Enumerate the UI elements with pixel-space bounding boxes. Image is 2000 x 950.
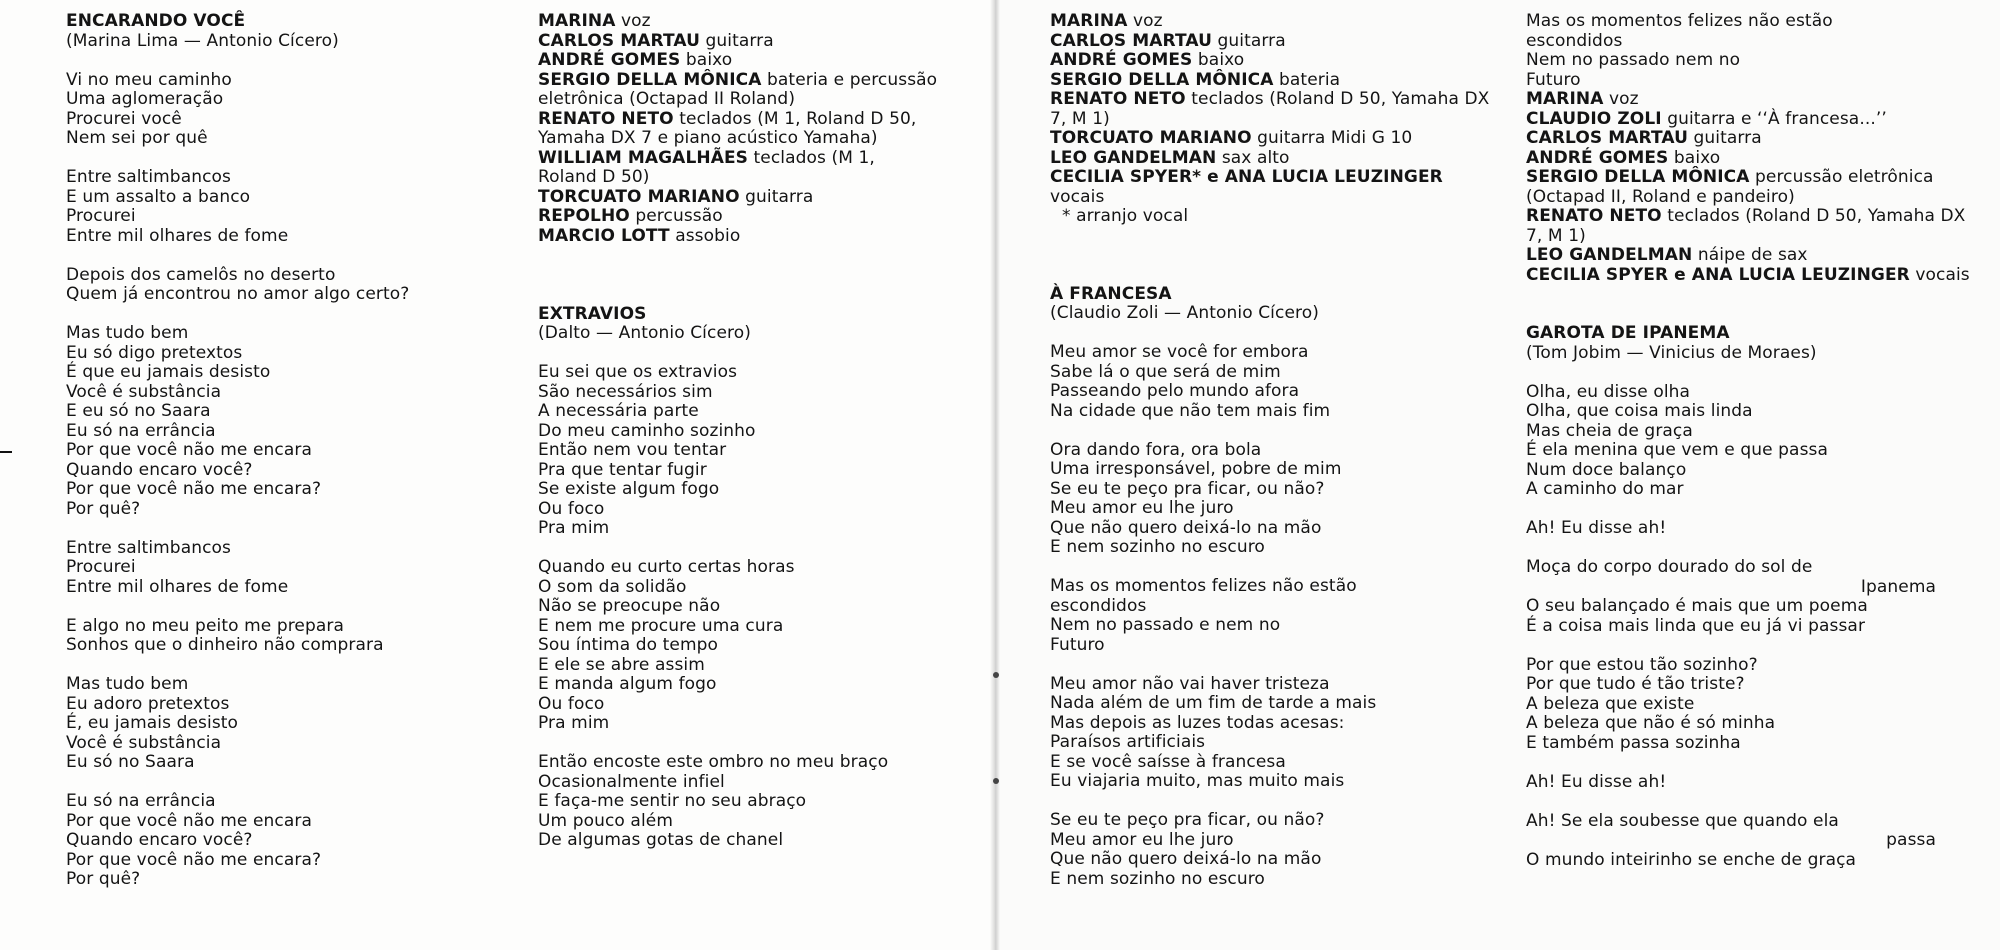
credit-name: LEO GANDELMAN — [1050, 147, 1217, 168]
lyric-line: E algo no meu peito me prepara — [66, 615, 345, 636]
lyric-line: Nem sei por quê — [66, 128, 208, 148]
lyric-line: Olha, que coisa mais linda — [1526, 401, 1753, 421]
lyric-line: Eu só na errância — [66, 420, 216, 441]
lyric-line: Meu amor eu lhe juro — [1050, 829, 1234, 850]
lyric-line: Você é substância — [66, 381, 222, 402]
lyric-line: escondidos — [1526, 30, 1623, 51]
credit-role: guitarra — [1687, 128, 1762, 148]
lyric-line: Quem já encontrou no amor algo certo? — [66, 284, 410, 304]
lyric-line: Futuro — [1050, 634, 1105, 655]
credit-entry — [1526, 90, 1986, 110]
lyric-line: Uma irresponsável, pobre de mim — [1050, 459, 1342, 479]
lyric-line: Do meu caminho sozinho — [538, 420, 756, 441]
lyric-line: Mas depois as luzes todas acesas: — [1050, 712, 1345, 733]
lyric-line: Pra mim — [538, 713, 610, 733]
lyric-line: Passeando pelo mundo afora — [1050, 381, 1300, 401]
credit-entry — [538, 188, 938, 208]
song-authors: (Dalto — Antonio Cícero) — [538, 323, 751, 343]
stanza — [66, 324, 486, 519]
lyric-line: Por que você não me encara — [66, 810, 312, 831]
credit-entry — [538, 51, 938, 71]
gutter-dot — [993, 672, 999, 678]
credit-entry — [1050, 71, 1490, 91]
credit-name: MARINA — [538, 11, 616, 31]
lyric-line: Por quê? — [66, 498, 141, 519]
lyric-line: Não se preocupe não — [538, 596, 721, 616]
credit-entry — [1526, 110, 1986, 130]
footnote: * arranjo vocal — [1062, 206, 1189, 226]
stanza — [1526, 773, 1986, 793]
lyric-line: Um pouco além — [538, 810, 673, 831]
lyric-line: Que não quero deixá-lo na mão — [1050, 849, 1322, 869]
credit-role: baixo — [1668, 147, 1721, 168]
credit-role: guitarra — [1211, 30, 1286, 51]
stanza — [1050, 577, 1490, 655]
lyric-line: Entre mil olhares de fome — [66, 576, 289, 597]
stanza — [1526, 519, 1986, 539]
lyric-line: Mas os momentos felizes não estão — [1526, 11, 1833, 31]
page-gutter — [990, 0, 1000, 950]
lyric-line: É que eu jamais desisto — [66, 362, 271, 382]
gutter-dot — [993, 778, 999, 784]
lyric-line: Eu só digo pretextos — [66, 342, 243, 363]
credits-list — [538, 12, 938, 246]
lyric-line: Que não quero deixá-lo na mão — [1050, 517, 1322, 538]
stanza — [66, 675, 486, 773]
lyric-line: Pra que tentar fugir — [538, 459, 707, 480]
lyric-line: E faça-me sentir no seu abraço — [538, 791, 807, 811]
lyric-line: Se eu te peço pra ficar, ou não? — [1050, 810, 1325, 830]
lyric-line: O seu balançado é mais que um poema — [1526, 596, 1868, 616]
credit-role: guitarra — [739, 186, 814, 207]
credit-name: SERGIO DELLA MÔNICA — [1526, 167, 1750, 187]
stanza — [538, 558, 938, 734]
lyric-line: Por que você não me encara? — [66, 479, 322, 499]
lyric-line: É ela menina que vem e que passa — [1526, 440, 1829, 460]
credit-entry — [538, 32, 938, 52]
lyric-line: Procurei você — [66, 108, 182, 129]
lyric-line: E eu só no Saara — [66, 401, 211, 421]
lyric-line: Ah! Eu disse ah! — [1526, 518, 1667, 538]
lyric-line: Então encoste este ombro no meu braço — [538, 752, 889, 772]
lyric-line: Olha, eu disse olha — [1526, 381, 1691, 402]
credit-role: teclados (Roland D 50, Yamaha DX 7, M 1) — [1050, 89, 1490, 129]
credit-role: bateria e percussão eletrônica (Octapad II Roland) — [538, 69, 938, 109]
lyric-line: Ocasionalmente infiel — [538, 771, 725, 792]
lyric-line: É, eu jamais desisto — [66, 713, 239, 733]
lyric-line: Eu viajaria muito, mas muito mais — [1050, 771, 1345, 791]
song-title: GAROTA DE IPANEMA — [1526, 323, 1730, 343]
lyric-line: E ele se abre assim — [538, 654, 705, 675]
lyric-line: E também passa sozinha — [1526, 732, 1741, 753]
lyric-line: Mas cheia de graça — [1526, 420, 1693, 441]
stanza — [66, 617, 486, 656]
credit-role: voz — [615, 11, 651, 31]
credit-name: MARINA — [1050, 11, 1128, 31]
lyric-line: Por que estou tão sozinho? — [1526, 654, 1758, 675]
credit-role: percussão eletrônica (Octapad II, Roland e pandeiro) — [1526, 167, 1934, 207]
credits-list — [1050, 12, 1490, 207]
lyric-line: Moça do corpo dourado do sol de — [1526, 557, 1813, 577]
credit-name: CECILIA SPYER e ANA LUCIA LEUZINGER — [1526, 264, 1910, 285]
lyric-line: Quando encaro você? — [66, 459, 253, 480]
lyrics-body — [1526, 383, 1986, 871]
credit-name: RENATO NETO — [538, 108, 674, 129]
lyric-line: Meu amor eu lhe juro — [1050, 498, 1234, 518]
credit-entry — [1050, 12, 1490, 32]
credit-entry — [1050, 32, 1490, 52]
credit-entry — [538, 110, 938, 149]
lyric-line: Mas os momentos felizes não estão — [1050, 576, 1357, 596]
lyric-line: Você é substância — [66, 732, 222, 753]
lyric-line: Na cidade que não tem mais fim — [1050, 400, 1331, 421]
left-page — [0, 0, 996, 950]
lyric-line: Então nem vou tentar — [538, 440, 727, 460]
lyric-line: Mas tudo bem — [66, 323, 189, 343]
credit-entry — [1050, 168, 1490, 207]
song-authors: (Tom Jobim — Vinicius de Moraes) — [1526, 342, 1817, 363]
lyric-line: E nem sozinho no escuro — [1050, 868, 1265, 889]
lyric-line: E nem sozinho no escuro — [1050, 537, 1265, 557]
credit-name: RENATO NETO — [1050, 89, 1186, 109]
credit-name: REPOLHO — [538, 206, 630, 226]
credit-name: MARINA — [1526, 89, 1604, 109]
credits-list — [1526, 90, 1986, 285]
song-title: ENCARANDO VOCÊ — [66, 11, 246, 31]
lyric-line: Sou íntima do tempo — [538, 635, 719, 655]
stanza — [66, 168, 486, 246]
credit-name: RENATO NETO — [1526, 206, 1662, 226]
lyric-line: Ah! Se ela soubesse que quando ela — [1526, 810, 1839, 831]
credit-role: guitarra Midi G 10 — [1251, 128, 1413, 148]
lyric-line: A beleza que existe — [1526, 693, 1695, 714]
lyric-line: Sonhos que o dinheiro não comprara — [66, 635, 384, 655]
stanza — [1050, 441, 1490, 558]
stanza — [1526, 383, 1986, 500]
lyric-line: Num doce balanço — [1526, 459, 1687, 480]
lyric-line: A caminho do mar — [1526, 479, 1684, 499]
lyric-line: O som da solidão — [538, 576, 687, 597]
lyrics-column-garota-de-ipanema — [1526, 12, 1986, 890]
lyric-line: Ah! Eu disse ah! — [1526, 771, 1667, 792]
lyric-line: Eu sei que os extravios — [538, 362, 738, 382]
credit-entry — [538, 12, 938, 32]
credit-entry — [1526, 168, 1986, 207]
stanza — [1050, 675, 1490, 792]
lyric-line: Entre mil olhares de fome — [66, 225, 289, 246]
credit-name: CLAUDIO ZOLI — [1526, 108, 1662, 129]
stanza — [66, 71, 486, 149]
credit-name: ANDRÉ GOMES — [538, 50, 681, 70]
credit-role: guitarra e ‘‘À francesa...’’ — [1661, 108, 1887, 129]
lyric-line: Ipanema — [1860, 576, 1936, 597]
lyrics-body — [66, 71, 486, 890]
stanza — [1050, 343, 1490, 421]
intro-lines — [1526, 12, 1986, 90]
lyric-line: E nem me procure uma cura — [538, 615, 784, 636]
credit-entry — [1526, 207, 1986, 246]
lyric-line: O mundo inteirinho se enche de graça — [1526, 849, 1857, 870]
lyric-line: A necessária parte — [538, 401, 699, 421]
credit-name: MARCIO LOTT — [538, 225, 670, 246]
lyric-line: Eu só no Saara — [66, 752, 195, 772]
credit-role: percussão — [629, 206, 723, 226]
credit-name: SERGIO DELLA MÔNICA — [1050, 69, 1274, 90]
lyric-line: Entre saltimbancos — [66, 167, 231, 187]
lyrics-column-encarando-voce — [66, 12, 486, 909]
lyric-line: Paraísos artificiais — [1050, 732, 1206, 752]
lyric-line: Sabe lá o que será de mim — [1050, 361, 1281, 382]
lyric-line: passa — [1886, 830, 1936, 850]
stanza — [1050, 811, 1490, 889]
credit-name: CARLOS MARTAU — [1526, 128, 1688, 148]
lyric-line: De algumas gotas de chanel — [538, 830, 784, 850]
credit-entry — [538, 207, 938, 227]
credit-role: sax alto — [1216, 147, 1290, 168]
lyrics-column-extravios — [538, 12, 938, 870]
lyric-line: Por que tudo é tão triste? — [1526, 674, 1745, 694]
credit-role: assobio — [669, 225, 741, 246]
credit-entry — [1050, 129, 1490, 149]
credit-role: baixo — [680, 50, 733, 70]
song-authors: (Marina Lima — Antonio Cícero) — [66, 30, 339, 51]
lyric-line: Depois dos camelôs no deserto — [66, 264, 336, 285]
lyric-line: Quando eu curto certas horas — [538, 557, 795, 577]
lyric-line: E um assalto a banco — [66, 186, 251, 207]
stanza — [1526, 558, 1986, 636]
lyrics-body — [538, 363, 938, 851]
credit-entry — [1526, 266, 1986, 286]
credit-name: TORCUATO MARIANO — [1050, 128, 1252, 148]
credit-role: teclados (M 1, Roland D 50, Yamaha DX 7 e piano acústico Yamaha) — [538, 108, 917, 148]
credit-name: ANDRÉ GOMES — [1050, 50, 1193, 70]
lyric-line: É a coisa mais linda que eu já vi passar — [1526, 615, 1866, 636]
credit-name: ANDRÉ GOMES — [1526, 147, 1669, 168]
credit-role: teclados (M 1, Roland D 50) — [538, 147, 875, 187]
lyric-line: Vi no meu caminho — [66, 69, 232, 90]
credit-entry — [1526, 129, 1986, 149]
credit-entry — [538, 71, 938, 110]
lyric-line: Eu só na errância — [66, 791, 216, 811]
credit-name: CECILIA SPYER* e ANA LUCIA LEUZINGER — [1050, 167, 1443, 187]
lyric-line: Ou foco — [538, 498, 605, 519]
credit-role: náipe de sax — [1692, 245, 1808, 265]
stanza — [538, 363, 938, 539]
song-authors: (Claudio Zoli — Antonio Cícero) — [1050, 303, 1319, 323]
lyric-line: Procurei — [66, 557, 136, 577]
edge-mark — [0, 451, 12, 453]
credit-entry — [1050, 90, 1490, 129]
credit-name: CARLOS MARTAU — [1050, 30, 1212, 51]
credit-name: TORCUATO MARIANO — [538, 186, 740, 207]
lyrics-column-a-francesa — [1050, 12, 1490, 909]
lyric-line: Pra mim — [538, 518, 610, 538]
credit-name: WILLIAM MAGALHÃES — [538, 147, 749, 168]
lyric-line: Procurei — [66, 206, 136, 226]
credit-role: baixo — [1192, 50, 1245, 70]
lyric-line: E se você saísse à francesa — [1050, 751, 1286, 772]
lyric-line: Meu amor não vai haver tristeza — [1050, 673, 1330, 694]
credit-role: bateria — [1273, 69, 1341, 90]
lyric-line: Se eu te peço pra ficar, ou não? — [1050, 478, 1325, 499]
lyric-line: Por quê? — [66, 869, 141, 889]
lyric-line: Por que você não me encara — [66, 440, 312, 460]
stanza — [1526, 656, 1986, 754]
lyric-line: Quando encaro você? — [66, 830, 253, 850]
credit-entry — [538, 227, 938, 247]
stanza — [538, 753, 938, 851]
stanza — [66, 266, 486, 305]
lyric-line: Futuro — [1526, 69, 1581, 90]
credit-role: guitarra — [699, 30, 774, 51]
lyric-line: E manda algum fogo — [538, 674, 717, 694]
lyric-line: Nem no passado e nem no — [1050, 615, 1281, 635]
credit-name: LEO GANDELMAN — [1526, 245, 1693, 265]
lyric-line: Nem no passado nem no — [1526, 50, 1741, 70]
credit-entry — [1526, 149, 1986, 169]
credit-entry — [538, 149, 938, 188]
lyric-line: Por que você não me encara? — [66, 849, 322, 870]
stanza — [66, 539, 486, 598]
lyric-line: Se existe algum fogo — [538, 479, 720, 499]
lyric-line: Nada além de um fim de tarde a mais — [1050, 693, 1377, 713]
lyric-line: Eu adoro pretextos — [66, 693, 230, 714]
credit-name: CARLOS MARTAU — [538, 30, 700, 51]
credit-entry — [1050, 149, 1490, 169]
lyrics-body — [1050, 343, 1490, 889]
credit-role: voz — [1127, 11, 1163, 31]
credit-role: voz — [1603, 89, 1639, 109]
lyric-line: Mas tudo bem — [66, 674, 189, 694]
lyric-line: A beleza que não é só minha — [1526, 713, 1776, 733]
lyric-line: São necessários sim — [538, 381, 713, 402]
lyric-line: Ou foco — [538, 693, 605, 714]
stanza — [1526, 812, 1986, 871]
credit-entry — [1526, 246, 1986, 266]
lyric-line: Ora dando fora, ora bola — [1050, 439, 1262, 460]
stanza — [66, 792, 486, 890]
credit-name: SERGIO DELLA MÔNICA — [538, 69, 762, 90]
lyric-line: escondidos — [1050, 595, 1147, 616]
credit-role: teclados (Roland D 50, Yamaha DX 7, M 1) — [1526, 206, 1966, 246]
credit-role: vocais — [1909, 264, 1970, 285]
credit-role: vocais — [1050, 186, 1105, 207]
song-title: EXTRAVIOS — [538, 303, 647, 324]
lyric-line: Uma aglomeração — [66, 89, 224, 109]
lyric-line: Entre saltimbancos — [66, 537, 231, 558]
credit-entry — [1050, 51, 1490, 71]
song-title: À FRANCESA — [1050, 283, 1172, 304]
lyric-line: Meu amor se você for embora — [1050, 342, 1309, 362]
